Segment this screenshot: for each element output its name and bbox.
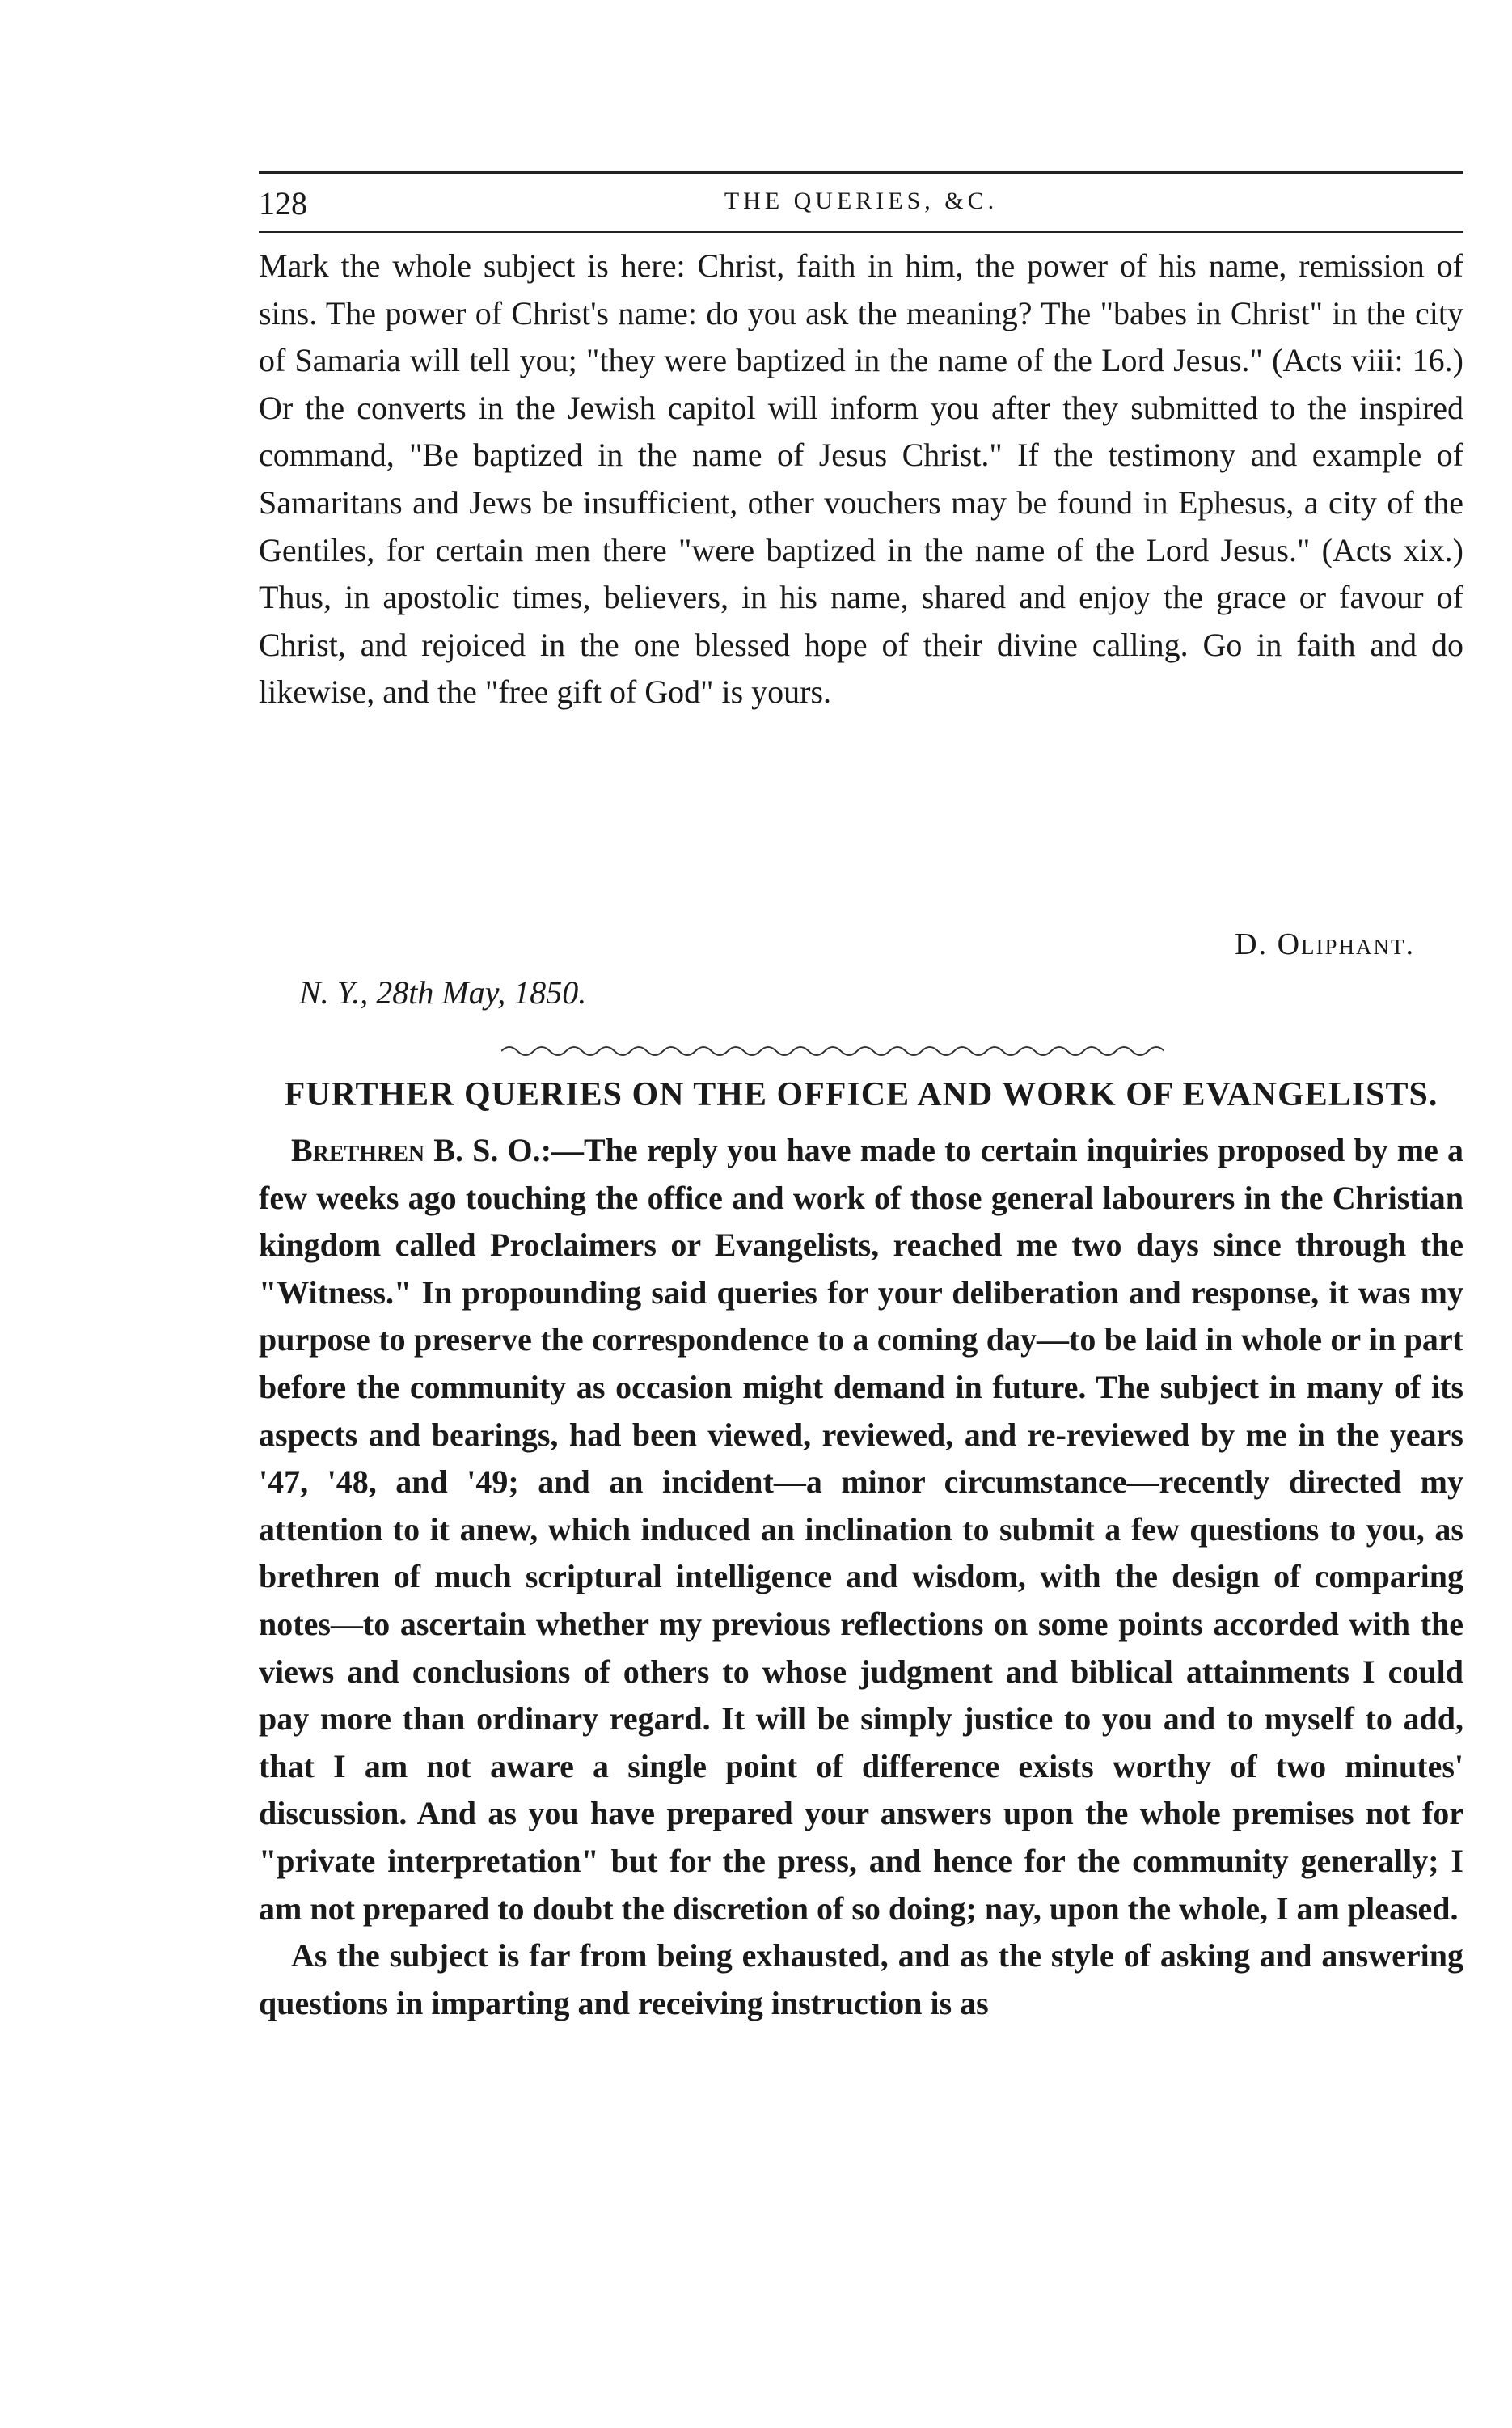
page-number: 128 [259,185,307,222]
paragraph-2 [259,1932,1463,2027]
letter-body [259,243,1463,716]
place-date: N. Y., 28th May, 1850. [299,974,587,1011]
paragraph-1-text: :—The reply you have made to certain inquiries proposed by me a few weeks ago touching the office and work of those general labourers in the Christian kingdom called Proclaimers or Evangelists, reached me two days since through the "Witness." In propounding said queries for your deliberation and response, it was my purpose to preserve the correspondence to a coming day—to be laid in whole or in part before the community as occasion might demand in future. The subject in many of its aspects and bearings, had been viewed, reviewed, and re-reviewed by me in the years '47, '48, and '49; and an incident—a minor circumstance—recently directed my attention to it anew, which induced an inclination to submit a few questions to you, as brethren of much scriptural intelligence and wisdom, with the design of comparing notes—to ascertain whether my previous reflections on some points accorded with the views and conclusions of others to whose judgment and biblical attainments I could pay more than ordinary regard. It will be simply justice to you and to myself to add, that I am not aware a single point of difference exists worthy of two minutes' discussion. And as you have prepared your answers upon the whole premises not for "private interpretation" but for the press, and hence for the community generally; I am not prepared to doubt the discretion of so doing; nay, upon the whole, I am pleased. [259,1132,1464,1927]
article-body [259,1127,1463,2027]
header-rule-bottom [259,231,1463,233]
author-signature: D. Oliphant. [1235,927,1415,961]
paragraph-1 [259,1127,1463,1932]
page-header [259,179,1463,228]
signature-line [259,927,1463,975]
salutation: Brethren B. S. O. [291,1132,541,1168]
header-rule-top [259,171,1463,174]
wavy-divider [501,1043,1164,1059]
running-head: THE QUERIES, &C. [724,188,999,214]
paragraph-2-text: As the subject is far from being exhausted, and as the style of asking and answering questions in imparting and receiving instruction is as [259,1937,1463,2021]
paragraph: Mark the whole subject is here: Christ, faith in him, the power of his name, remission of sins. The power of Christ's name: do you ask the meaning? The "babes in Christ" in the city of Samaria will tell you; "they were baptized in the name of the Lord Jesus." (Acts viii: 16.) Or the converts in the Jewish capitol will inform you after they submitted to the inspired command, "Be baptized in the name of Jesus Christ." If the testimony and example of Samaritans and Jews be insufficient, other vouchers may be found in Ephesus, a city of the Gentiles, for certain men there "were baptized in the name of the Lord Jesus." (Acts xix.) Thus, in apostolic times, believers, in his name, shared and enjoy the grace or favour of Christ, and rejoiced in the one blessed hope of their divine calling. Go in faith and do likewise, and the "free gift of God" is yours. [259,247,1463,711]
article-heading: FURTHER QUERIES ON THE OFFICE AND WORK OF EVANGELISTS. [284,1076,1438,1113]
